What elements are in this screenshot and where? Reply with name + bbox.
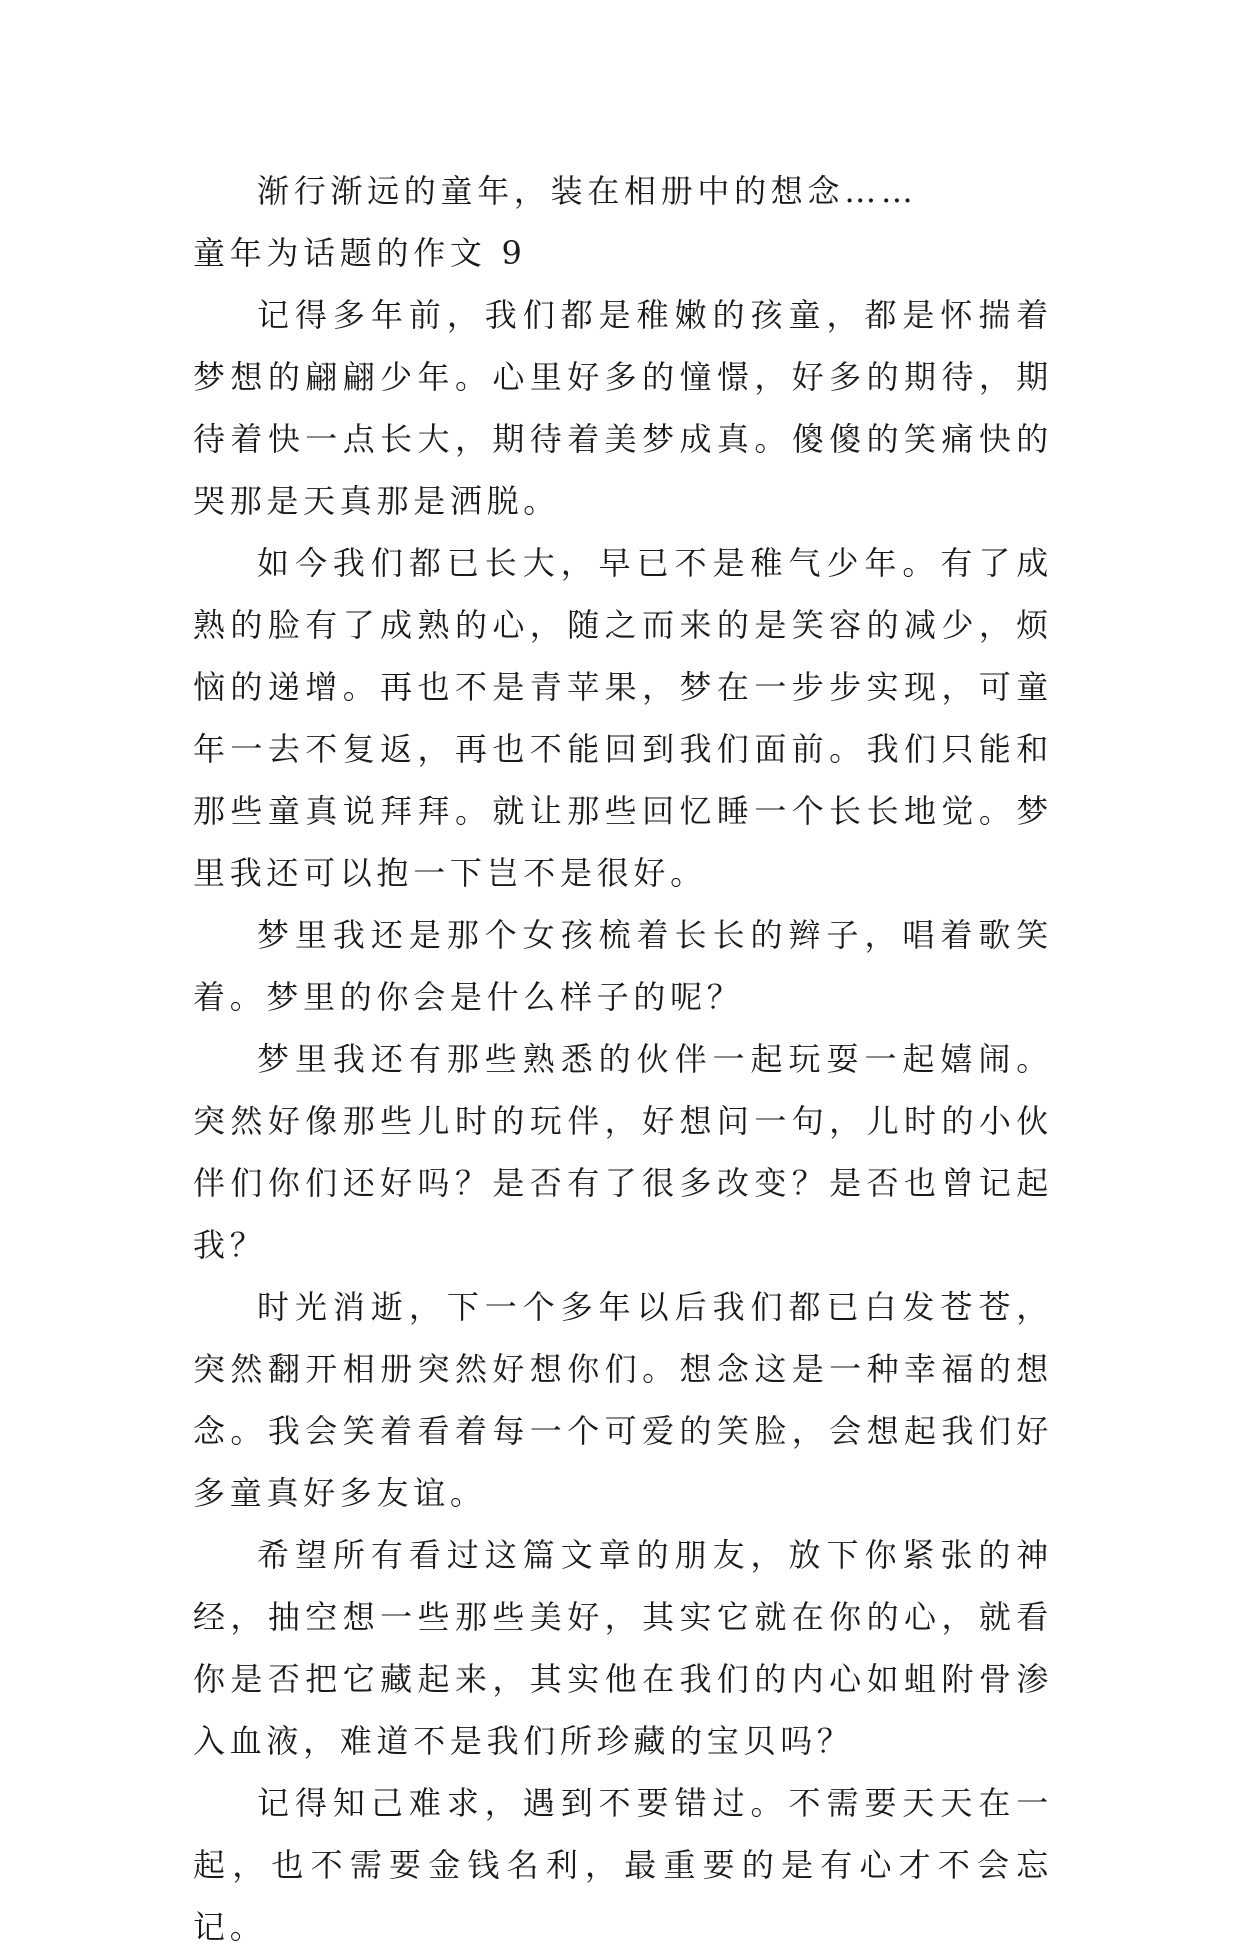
- paragraph: 时光消逝，下一个多年以后我们都已白发苍苍，突然翻开相册突然好想你们。想念这是一种幸福的想念。我会笑着看着每一个可爱的笑脸，会想起我们好多童真好多友谊。: [193, 1288, 1053, 1512]
- paragraph: 记得知己难求，遇到不要错过。不需要天天在一起，也不需要金钱名利，最重要的是有心才不会忘记。: [193, 1784, 1053, 1946]
- document-body: [193, 160, 1053, 1958]
- intro-line: 渐行渐远的童年，装在相册中的想念……: [257, 172, 918, 210]
- essay-heading: 童年为话题的作文 9: [193, 234, 527, 272]
- paragraph: 希望所有看过这篇文章的朋友，放下你紧张的神经，抽空想一些那些美好，其实它就在你的心，就看你是否把它藏起来，其实他在我们的内心如蛆附骨渗入血液，难道不是我们所珍藏的宝贝吗？: [193, 1536, 1053, 1760]
- paragraph: 如今我们都已长大，早已不是稚气少年。有了成熟的脸有了成熟的心，随之而来的是笑容的减少，烦恼的递增。再也不是青苹果，梦在一步步实现，可童年一去不复返，再也不能回到我们面前。我们只能和那些童真说拜拜。就让那些回忆睡一个长长地觉。梦里我还可以抱一下岂不是很好。: [193, 544, 1053, 892]
- paragraph: 记得多年前，我们都是稚嫩的孩童，都是怀揣着梦想的翩翩少年。心里好多的憧憬，好多的期待，期待着快一点长大，期待着美梦成真。傻傻的笑痛快的哭那是天真那是洒脱。: [193, 296, 1053, 520]
- paragraph: 梦里我还是那个女孩梳着长长的辫子，唱着歌笑着。梦里的你会是什么样子的呢？: [193, 916, 1053, 1016]
- paragraph: 梦里我还有那些熟悉的伙伴一起玩耍一起嬉闹。突然好像那些儿时的玩伴，好想问一句，儿时的小伙伴们你们还好吗？是否有了很多改变？是否也曾记起我？: [193, 1040, 1053, 1264]
